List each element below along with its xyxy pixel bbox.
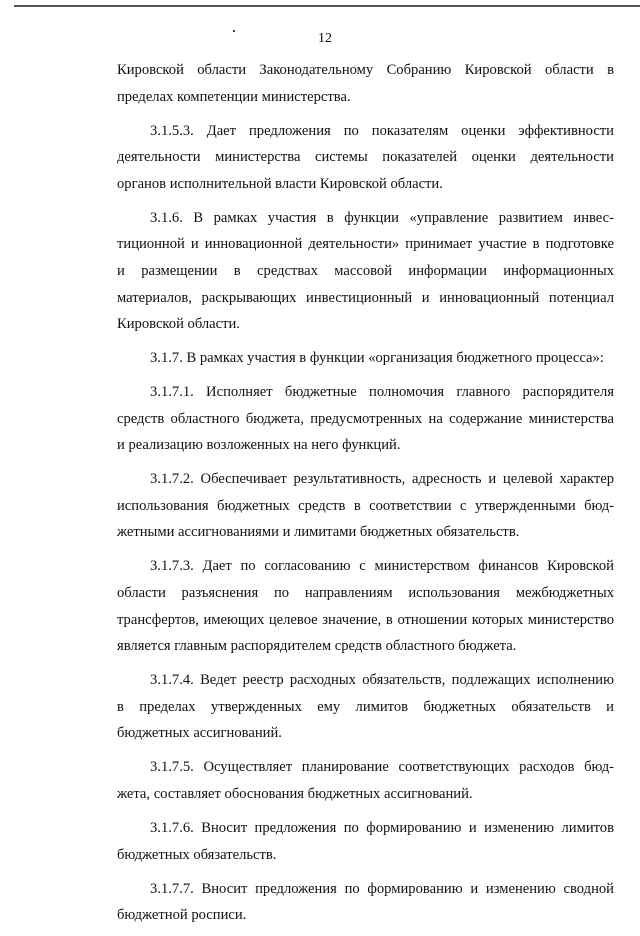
text-line: бюджетной росписи. [117, 907, 247, 924]
page-number: 12 [318, 31, 332, 46]
text-line: бюджетных ассигнований. [117, 725, 282, 742]
text-line: 3.1.6. В рамках участия в функции «управление развитием инвес- [150, 209, 614, 226]
text-line: является главным распорядителем средств областного бюджета. [117, 638, 517, 655]
text-line: жетными ассигнованиями и лимитами бюджетных обязательств. [117, 524, 520, 541]
text-line: деятельности министерства системы показателей оценки деятельности [117, 149, 614, 166]
text-line: трансфертов, имеющих целевое значение, в отношении которых министерство [117, 611, 614, 628]
text-line: в пределах утвержденных ему лимитов бюджетных обязательств и [117, 698, 614, 715]
text-line: тиционной и инновационной деятельности» принимает участие в подготовке [117, 236, 614, 253]
text-line: 3.1.7. В рамках участия в функции «организация бюджетного процесса»: [150, 350, 604, 367]
text-line: 3.1.5.3. Дает предложения по показателям оценки эффективности [150, 122, 614, 139]
text-line: жета, составляет обоснования бюджетных ассигнований. [117, 785, 473, 802]
text-line: средств областного бюджета, предусмотренных на содержание министерства [117, 410, 614, 427]
top-rule [14, 5, 640, 7]
document-body [117, 57, 614, 936]
paragraph [117, 57, 614, 110]
paragraph [117, 345, 614, 372]
text-line: 3.1.7.5. Осуществляет планирование соответствующих расходов бюд- [150, 759, 614, 776]
text-line: 3.1.7.2. Обеспечивает результативность, адресность и целевой характер [150, 471, 614, 488]
paragraph [117, 553, 614, 659]
paragraph [117, 379, 614, 459]
text-line: бюджетных обязательств. [117, 846, 277, 863]
text-line: использования бюджетных средств в соответствии с утвержденными бюд- [117, 497, 614, 514]
text-line: области разъяснения по направлениям использования межбюджетных [117, 585, 614, 602]
text-line: 3.1.7.7. Вносит предложения по формированию и изменению сводной [150, 880, 614, 897]
text-line: 3.1.7.1. Исполняет бюджетные полномочия главного распорядителя [150, 384, 614, 401]
text-line: и реализацию возложенных на него функций. [117, 437, 401, 454]
paragraph [117, 876, 614, 929]
text-line: 3.1.7.4. Ведет реестр расходных обязательств, подлежащих исполнению [150, 672, 614, 689]
paragraph [117, 815, 614, 868]
text-line: пределах компетенции министерства. [117, 88, 351, 105]
text-line: 3.1.7.3. Дает по согласованию с министерством финансов Кировской [150, 558, 614, 575]
text-line: 3.1.7.6. Вносит предложения по формированию и изменению лимитов [150, 819, 614, 836]
paragraph [117, 466, 614, 546]
paragraph [117, 754, 614, 807]
paragraph [117, 118, 614, 198]
paragraph [117, 205, 614, 338]
paragraph [117, 667, 614, 747]
text-line: материалов, раскрывающих инвестиционный и инновационный потенциал [117, 289, 614, 306]
text-line: Кировской области Законодательному Собранию Кировской области в [117, 62, 614, 78]
text-line: органов исполнительной власти Кировской области. [117, 175, 443, 192]
text-line: Кировской области. [117, 316, 240, 333]
text-line: и размещении в средствах массовой информации информационных [117, 262, 614, 279]
